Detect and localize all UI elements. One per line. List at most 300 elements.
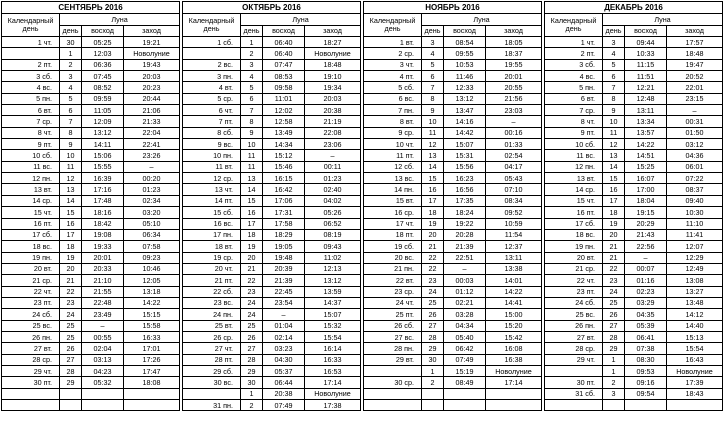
month-title: ДЕКАБРЬ 2016: [545, 2, 723, 14]
lunar-day-cell: 30: [241, 377, 263, 388]
moonset-cell: 20:03: [124, 71, 180, 82]
lunar-day-cell: 24: [422, 286, 444, 297]
moonset-cell: 12:29: [667, 252, 723, 263]
lunar-day-cell: 20: [422, 229, 444, 240]
moonset-header: заход: [667, 26, 723, 37]
calendar-date-cell: 3 пн.: [183, 71, 241, 82]
moonrise-cell: 18:24: [444, 207, 486, 218]
month-table: [182, 1, 361, 411]
table-row: [183, 207, 361, 218]
calendar-date-cell: [2, 400, 60, 411]
calendar-date-cell: 12 пн.: [2, 173, 60, 184]
moonset-cell: 19:21: [124, 37, 180, 48]
moonset-cell: 06:01: [667, 161, 723, 172]
table-row: [183, 400, 361, 411]
calendar-date-cell: 5 пн.: [2, 93, 60, 104]
moonset-cell: 15:54: [667, 343, 723, 354]
moon-header: Луна: [422, 14, 542, 26]
lunar-day-cell: 2: [241, 48, 263, 59]
lunar-day-cell: [603, 400, 625, 411]
calendar-date-cell: 2 пт.: [2, 59, 60, 70]
lunar-day-cell: 29: [241, 365, 263, 376]
lunar-day-cell: 19: [603, 218, 625, 229]
moonrise-cell: 18:42: [82, 218, 124, 229]
lunar-day-cell: 5: [241, 82, 263, 93]
lunar-day-cell: 23: [60, 297, 82, 308]
table-row: [545, 59, 723, 70]
moonrise-cell: [82, 400, 124, 411]
calendar-date-cell: 5 ср.: [183, 93, 241, 104]
moonrise-cell: 12:21: [625, 82, 667, 93]
moonset-cell: 07:58: [124, 241, 180, 252]
calendar-date-cell: 8 чт.: [545, 116, 603, 127]
calendar-date-cell: 16 пт.: [2, 218, 60, 229]
table-row: [2, 82, 180, 93]
lunar-day-cell: 1: [60, 48, 82, 59]
lunar-day-cell: 24: [241, 309, 263, 320]
calendar-date-cell: 2 ср.: [364, 48, 422, 59]
moonrise-cell: 23:54: [263, 297, 305, 308]
moonrise-cell: 06:40: [263, 48, 305, 59]
calendar-date-cell: [545, 365, 603, 376]
moonset-cell: 16:33: [124, 331, 180, 342]
lunar-day-cell: 13: [422, 150, 444, 161]
moonrise-cell: 16:07: [625, 173, 667, 184]
lunar-day-cell: 17: [422, 195, 444, 206]
moonset-cell: 20:03: [305, 93, 361, 104]
moonrise-cell: 00:03: [444, 275, 486, 286]
calendar-date-cell: 14 пт.: [183, 195, 241, 206]
lunar-day-cell: 3: [603, 388, 625, 399]
calendar-date-cell: 27 вт.: [2, 343, 60, 354]
moonset-cell: 15:15: [124, 309, 180, 320]
moonrise-cell: 01:04: [263, 320, 305, 331]
table-row: [364, 207, 542, 218]
moonrise-cell: 12:09: [82, 116, 124, 127]
moonset-cell: 16:53: [305, 365, 361, 376]
moonrise-cell: 13:11: [625, 105, 667, 116]
moonset-cell: 23:26: [124, 150, 180, 161]
table-row: [2, 297, 180, 308]
table-row: [183, 343, 361, 354]
lunar-day-cell: 24: [60, 309, 82, 320]
moonrise-cell: 20:28: [444, 229, 486, 240]
moonrise-cell: 12:03: [82, 48, 124, 59]
table-row: [183, 377, 361, 388]
moonrise-cell: 01:16: [625, 275, 667, 286]
lunar-day-cell: 4: [241, 71, 263, 82]
moonrise-cell: 13:47: [444, 105, 486, 116]
moonset-cell: 16:33: [305, 354, 361, 365]
lunar-day-cell: 1: [241, 37, 263, 48]
moonrise-cell: 20:33: [82, 263, 124, 274]
moonset-cell: 19:55: [486, 59, 542, 70]
calendar-date-cell: 27 чт.: [183, 343, 241, 354]
calendar-date-cell: 19 ср.: [183, 252, 241, 263]
table-row: [2, 71, 180, 82]
table-row: [364, 388, 542, 399]
lunar-day-cell: 2: [422, 377, 444, 388]
moonset-cell: 23:03: [486, 105, 542, 116]
table-row: [2, 400, 180, 411]
moonset-cell: 09:23: [124, 252, 180, 263]
moonset-header: заход: [124, 26, 180, 37]
table-row: [183, 365, 361, 376]
moonrise-cell: 09:44: [625, 37, 667, 48]
moonset-cell: 15:00: [486, 309, 542, 320]
calendar-day-header: Календарный день: [364, 14, 422, 37]
table-row: [364, 150, 542, 161]
calendar-date-cell: 17 пн.: [183, 229, 241, 240]
moonrise-cell: 13:34: [625, 116, 667, 127]
lunar-day-cell: 14: [422, 161, 444, 172]
moonrise-cell: 21:10: [82, 275, 124, 286]
lunar-day-cell: 1: [603, 365, 625, 376]
calendar-date-cell: 5 пн.: [545, 82, 603, 93]
month-table: [363, 1, 542, 411]
moonrise-cell: 16:23: [444, 173, 486, 184]
moonset-cell: 14:12: [667, 309, 723, 320]
table-row: [2, 161, 180, 172]
table-row: [183, 229, 361, 240]
lunar-day-cell: 12: [422, 139, 444, 150]
lunar-day-cell: 9: [422, 105, 444, 116]
table-row: [364, 263, 542, 274]
moonset-cell: 12:49: [667, 263, 723, 274]
calendar-date-cell: 1 сб.: [183, 37, 241, 48]
table-row: [545, 343, 723, 354]
calendar-date-cell: 6 вт.: [2, 105, 60, 116]
moonset-cell: 10:30: [667, 207, 723, 218]
moonset-cell: 17:14: [486, 377, 542, 388]
lunar-day-cell: 7: [603, 82, 625, 93]
moonrise-cell: 13:57: [625, 127, 667, 138]
lunar-day-cell: 3: [422, 37, 444, 48]
lunar-day-cell: 29: [603, 343, 625, 354]
moonrise-cell: 08:54: [444, 37, 486, 48]
moonset-cell: 17:38: [305, 400, 361, 411]
moonset-cell: –: [486, 116, 542, 127]
calendar-date-cell: 3 сб.: [2, 71, 60, 82]
calendar-date-cell: 5 сб.: [364, 82, 422, 93]
month-title: СЕНТЯБРЬ 2016: [2, 2, 180, 14]
calendar-date-cell: 11 пт.: [364, 150, 422, 161]
moonrise-cell: 11:05: [82, 105, 124, 116]
lunar-day-cell: 3: [603, 37, 625, 48]
lunar-day-cell: 21: [603, 252, 625, 263]
moonset-cell: Новолуние: [124, 48, 180, 59]
lunar-day-cell: 25: [60, 331, 82, 342]
lunar-day-cell: 12: [603, 139, 625, 150]
moonrise-cell: 18:04: [625, 195, 667, 206]
calendar-date-cell: 20 чт.: [183, 263, 241, 274]
lunar-day-cell: 15: [422, 173, 444, 184]
table-row: [2, 48, 180, 59]
moonset-cell: 12:37: [486, 241, 542, 252]
moonset-cell: 17:57: [667, 37, 723, 48]
moonset-cell: 17:47: [124, 365, 180, 376]
moonset-cell: 11:10: [667, 218, 723, 229]
calendar-date-cell: 22 чт.: [2, 286, 60, 297]
moonset-cell: 09:43: [305, 241, 361, 252]
calendar-date-cell: 21 пн.: [364, 263, 422, 274]
table-row: [364, 127, 542, 138]
moonrise-cell: 02:23: [625, 286, 667, 297]
lunar-day-cell: 14: [60, 195, 82, 206]
moonset-cell: 17:26: [124, 354, 180, 365]
lunar-day-cell: 28: [60, 365, 82, 376]
moonrise-cell: 15:55: [82, 161, 124, 172]
lunar-day-cell: 17: [603, 195, 625, 206]
table-row: [2, 173, 180, 184]
moonrise-cell: 15:46: [263, 161, 305, 172]
table-row: [364, 297, 542, 308]
calendar-date-cell: 1 чт.: [545, 37, 603, 48]
table-row: [183, 71, 361, 82]
calendar-date-cell: 29 чт.: [545, 354, 603, 365]
calendar-date-cell: 26 сб.: [364, 320, 422, 331]
moonrise-cell: 17:16: [82, 184, 124, 195]
lunar-day-cell: 16: [60, 218, 82, 229]
calendar-date-cell: 10 сб.: [2, 150, 60, 161]
calendar-date-cell: 17 сб.: [2, 229, 60, 240]
lunar-day-cell: 16: [422, 184, 444, 195]
table-row: [2, 139, 180, 150]
moonrise-cell: 15:07: [444, 139, 486, 150]
table-row: [2, 229, 180, 240]
lunar-day-cell: 9: [60, 139, 82, 150]
moonrise-cell: 04:30: [263, 354, 305, 365]
calendar-date-cell: 23 ср.: [364, 286, 422, 297]
moonrise-cell: 05:40: [444, 331, 486, 342]
lunar-day-cell: 11: [241, 150, 263, 161]
moonset-cell: 12:07: [667, 241, 723, 252]
moonset-cell: 10:46: [124, 263, 180, 274]
calendar-date-cell: 20 вс.: [364, 252, 422, 263]
moonset-cell: 03:12: [667, 139, 723, 150]
calendar-date-cell: 15 вт.: [364, 195, 422, 206]
calendar-date-cell: 11 вт.: [183, 161, 241, 172]
calendar-date-cell: 17 чт.: [364, 218, 422, 229]
table-row: [2, 275, 180, 286]
calendar-date-cell: 12 сб.: [364, 161, 422, 172]
calendar-date-cell: 29 чт.: [2, 365, 60, 376]
moonset-cell: 01:23: [124, 184, 180, 195]
lunar-day-cell: 5: [603, 59, 625, 70]
table-row: [545, 297, 723, 308]
moonset-cell: 19:43: [124, 59, 180, 70]
calendar-date-cell: 23 пт.: [545, 286, 603, 297]
moonrise-cell: 16:56: [444, 184, 486, 195]
month-title: ОКТЯБРЬ 2016: [183, 2, 361, 14]
table-row: [2, 377, 180, 388]
lunar-day-cell: 22: [422, 252, 444, 263]
moonset-cell: 08:34: [486, 195, 542, 206]
calendar-date-cell: 8 вт.: [364, 116, 422, 127]
calendar-date-cell: 25 пт.: [364, 309, 422, 320]
lunar-day-cell: 11: [603, 127, 625, 138]
lunar-day-cell: 14: [603, 161, 625, 172]
calendar-date-cell: 28 ср.: [545, 343, 603, 354]
moonrise-cell: 06:40: [263, 37, 305, 48]
month-table: [544, 1, 723, 411]
table-row: [183, 93, 361, 104]
moonrise-cell: 05:37: [263, 365, 305, 376]
month-september: [1, 1, 179, 444]
table-row: [364, 309, 542, 320]
calendar-date-cell: 13 чт.: [183, 184, 241, 195]
moonset-cell: 07:22: [667, 173, 723, 184]
moonset-cell: 19:34: [305, 82, 361, 93]
moonrise-cell: –: [82, 320, 124, 331]
calendar-date-cell: 30 вс.: [183, 377, 241, 388]
moonrise-cell: 21:39: [444, 241, 486, 252]
moonrise-cell: 09:16: [625, 377, 667, 388]
calendar-date-cell: 26 пн.: [545, 320, 603, 331]
moonset-cell: 09:40: [667, 195, 723, 206]
table-row: [545, 331, 723, 342]
moonrise-cell: [82, 388, 124, 399]
moonset-cell: 21:56: [486, 93, 542, 104]
calendar-date-cell: 16 пт.: [545, 207, 603, 218]
table-row: [183, 195, 361, 206]
calendar-date-cell: 1 вт.: [364, 37, 422, 48]
calendar-date-cell: 1 чт.: [2, 37, 60, 48]
lunar-day-cell: 13: [603, 150, 625, 161]
moonset-cell: 22:41: [124, 139, 180, 150]
calendar-date-cell: 18 вт.: [183, 241, 241, 252]
moonset-cell: 00:11: [305, 161, 361, 172]
table-row: [364, 59, 542, 70]
calendar-date-cell: 14 ср.: [545, 184, 603, 195]
lunar-day-cell: 25: [422, 297, 444, 308]
lunar-day-cell: [422, 388, 444, 399]
lunar-day-cell: 20: [603, 229, 625, 240]
moonset-cell: 12:13: [305, 263, 361, 274]
table-row: [545, 275, 723, 286]
table-row: [364, 37, 542, 48]
moonset-cell: 02:54: [486, 150, 542, 161]
moonset-cell: 18:08: [124, 377, 180, 388]
lunar-day-cell: 20: [60, 263, 82, 274]
moonset-cell: 11:41: [667, 229, 723, 240]
calendar-date-cell: 13 вс.: [364, 173, 422, 184]
moonset-cell: 12:05: [124, 275, 180, 286]
table-row: [2, 150, 180, 161]
month-table: [1, 1, 180, 411]
calendar-date-cell: 6 вс.: [364, 93, 422, 104]
calendar-date-cell: 26 ср.: [183, 331, 241, 342]
table-row: [183, 59, 361, 70]
table-row: [545, 116, 723, 127]
lunar-day-cell: 26: [603, 309, 625, 320]
moonrise-cell: 19:15: [625, 207, 667, 218]
lunar-day-cell: 19: [241, 241, 263, 252]
moonrise-cell: 01:12: [444, 286, 486, 297]
moonset-header: заход: [486, 26, 542, 37]
table-row: [364, 218, 542, 229]
moonrise-cell: 17:48: [82, 195, 124, 206]
moonset-cell: 18:48: [305, 59, 361, 70]
moonset-cell: 01:23: [305, 173, 361, 184]
lunar-day-cell: 24: [241, 297, 263, 308]
lunar-day-cell: 21: [60, 275, 82, 286]
calendar-date-cell: 6 вт.: [545, 93, 603, 104]
moonrise-cell: 19:08: [82, 229, 124, 240]
moonrise-cell: [444, 400, 486, 411]
moonrise-cell: 15:12: [263, 150, 305, 161]
table-row: [545, 400, 723, 411]
calendar-date-cell: 21 ср.: [2, 275, 60, 286]
lunar-day-cell: 2: [241, 400, 263, 411]
table-row: [545, 82, 723, 93]
moonset-cell: 15:20: [486, 320, 542, 331]
calendar-date-cell: 28 пн.: [364, 343, 422, 354]
table-row: [364, 71, 542, 82]
moonrise-cell: 12:58: [263, 116, 305, 127]
table-row: [2, 218, 180, 229]
lunar-day-cell: 17: [60, 229, 82, 240]
lunar-day-cell: 16: [603, 184, 625, 195]
moonrise-cell: 21:43: [625, 229, 667, 240]
calendar-date-cell: 12 ср.: [183, 173, 241, 184]
moonset-cell: 22:08: [305, 127, 361, 138]
lunar-day-cell: 1: [422, 365, 444, 376]
moonset-cell: 06:52: [305, 218, 361, 229]
moonset-cell: [124, 388, 180, 399]
lunar-day-cell: 2: [60, 59, 82, 70]
table-row: [545, 93, 723, 104]
table-row: [364, 377, 542, 388]
table-row: [2, 105, 180, 116]
lunar-day-cell: 18: [603, 207, 625, 218]
table-row: [364, 229, 542, 240]
table-row: [545, 320, 723, 331]
lunar-day-cell: 8: [422, 93, 444, 104]
moonrise-cell: 10:53: [444, 59, 486, 70]
lunar-day-cell: 14: [241, 184, 263, 195]
table-row: [545, 139, 723, 150]
moonset-cell: 15:07: [305, 309, 361, 320]
table-row: [183, 331, 361, 342]
moonrise-cell: 12:02: [263, 105, 305, 116]
calendar-date-cell: 11 вс.: [2, 161, 60, 172]
moonrise-cell: 09:53: [625, 365, 667, 376]
calendar-date-cell: [183, 388, 241, 399]
calendar-date-cell: 25 вт.: [183, 320, 241, 331]
lunar-day-cell: 6: [422, 71, 444, 82]
moonrise-cell: 12:48: [625, 93, 667, 104]
table-row: [545, 195, 723, 206]
moonset-cell: 18:48: [667, 48, 723, 59]
moonrise-cell: 15:25: [625, 161, 667, 172]
table-row: [183, 218, 361, 229]
table-row: [545, 218, 723, 229]
moonset-cell: Новолуние: [305, 48, 361, 59]
moonset-cell: 18:37: [486, 48, 542, 59]
moonset-cell: [486, 400, 542, 411]
lunar-day-cell: 12: [60, 173, 82, 184]
lunar-day-cell: 6: [603, 71, 625, 82]
moonrise-cell: 05:25: [82, 37, 124, 48]
table-row: [364, 241, 542, 252]
calendar-date-cell: [2, 388, 60, 399]
calendar-date-cell: 9 вс.: [183, 139, 241, 150]
moonrise-cell: 08:52: [82, 82, 124, 93]
moonset-cell: 01:33: [486, 139, 542, 150]
moonset-cell: 11:02: [305, 252, 361, 263]
table-row: [183, 139, 361, 150]
